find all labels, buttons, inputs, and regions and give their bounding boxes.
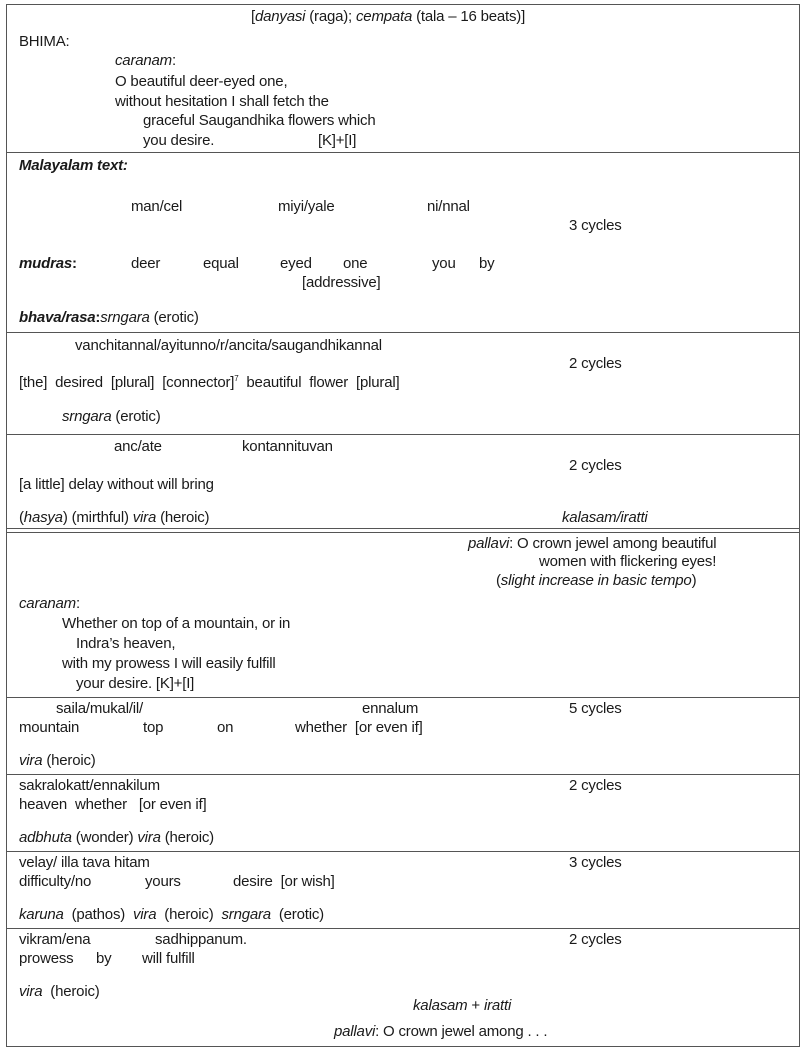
mudra-gloss: by	[479, 255, 495, 272]
cycles-count: 2 cycles	[569, 777, 622, 794]
colon: :	[75, 595, 80, 612]
mudras-word: mudras	[19, 255, 72, 272]
rasa-name: adbhuta	[19, 829, 72, 846]
verse-line: with my prowess I will easily fulfill	[62, 655, 276, 672]
mudra-gloss: equal	[203, 255, 239, 272]
tala-label: (tala – 16 beats)]	[412, 8, 526, 25]
verse-line: O beautiful deer-eyed one,	[115, 73, 288, 90]
pallavi-label: pallavi	[334, 1023, 376, 1040]
malayalam-word: kontannituvan	[242, 438, 333, 455]
mudras-label	[19, 255, 77, 273]
pallavi-label: pallavi	[468, 535, 510, 552]
verse-line: graceful Saugandhika flowers which	[143, 112, 376, 129]
plus-sign: +	[467, 997, 484, 1014]
verse-line: Indra’s heaven,	[76, 635, 176, 652]
rasa-gloss: (erotic)	[149, 309, 199, 326]
caranam-label	[115, 52, 176, 70]
verse-line: Whether on top of a mountain, or in	[62, 615, 291, 632]
tala-name: cempata	[356, 8, 413, 25]
gloss-word: difficulty/no	[19, 873, 92, 890]
gloss-word: on	[217, 719, 234, 736]
tempo-note	[496, 572, 696, 590]
pallavi-line	[468, 535, 716, 553]
rasa-name: srngara	[221, 906, 271, 923]
rasa-line	[19, 983, 100, 1001]
raga-tala-heading	[251, 8, 525, 26]
gloss-word: prowess	[19, 950, 74, 967]
row-divider	[6, 332, 800, 333]
cycles-count: 2 cycles	[569, 931, 622, 948]
bhava-rasa-line	[19, 309, 199, 327]
row-divider	[6, 697, 800, 698]
malayalam-word: miyi/yale	[278, 198, 335, 215]
gloss-text: [the] desired [plural] [connector]	[19, 374, 235, 391]
colon: :	[72, 255, 77, 272]
caranam-word: caranam	[115, 52, 172, 69]
gloss-word: desire [or wish]	[233, 873, 335, 890]
marker: [K]+[I]	[318, 132, 357, 149]
malayalam-word: saila/mukal/il/	[56, 700, 144, 717]
colon: :	[171, 52, 176, 69]
pallavi-line: women with flickering eyes!	[539, 553, 717, 570]
verse-line: without hesitation I shall fetch the	[115, 93, 329, 110]
rasa-gloss: (heroic)	[156, 906, 222, 923]
gloss-line: [a little] delay without will bring	[19, 476, 214, 493]
cycles-count: 2 cycles	[569, 355, 622, 372]
malayalam-word: man/cel	[131, 198, 183, 215]
paren: )	[691, 572, 697, 589]
mudra-gloss: one	[343, 255, 368, 272]
rasa-gloss: (wonder)	[71, 829, 138, 846]
mudra-gloss: eyed	[280, 255, 312, 272]
gloss-word: top	[143, 719, 164, 736]
cycles-count: 3 cycles	[569, 854, 622, 871]
iratti-word: iratti	[483, 997, 512, 1014]
addressive-note: [addressive]	[302, 274, 381, 291]
row-divider	[6, 928, 800, 929]
pallavi-text: : O crown jewel among . . .	[375, 1023, 548, 1040]
row-divider-double-top	[6, 528, 800, 529]
caranam-label	[19, 595, 80, 613]
kalasam-note	[413, 997, 511, 1015]
rasa-name: karuna	[19, 906, 64, 923]
malayalam-word: anc/ate	[114, 438, 162, 455]
malayalam-word: sadhippanum.	[155, 931, 247, 948]
verse-line: you desire.	[143, 132, 215, 149]
row-divider	[6, 152, 800, 153]
gloss-word: yours	[145, 873, 181, 890]
malayalam-heading: Malayalam text:	[19, 157, 128, 174]
gloss-word: mountain	[19, 719, 80, 736]
gloss-word: by	[96, 950, 112, 967]
cycles-count: 5 cycles	[569, 700, 622, 717]
row-divider	[6, 434, 800, 435]
malayalam-line: vanchitannal/ayitunno/r/ancita/saugandhikannal	[75, 337, 382, 354]
bracket: [	[251, 8, 255, 25]
raga-name: danyasi	[254, 8, 306, 25]
speaker-name: BHIMA:	[19, 33, 70, 50]
gloss-word: will fulfill	[142, 950, 195, 967]
rasa-gloss: (pathos)	[63, 906, 133, 923]
rasa-line	[62, 408, 161, 426]
rasa-line	[19, 752, 96, 770]
gloss-word: whether [or even if]	[295, 719, 423, 736]
rasa-name: hasya	[23, 509, 63, 526]
paren: (	[496, 572, 501, 589]
gloss-line: heaven whether [or even if]	[19, 796, 207, 813]
rasa-gloss: (heroic)	[42, 752, 96, 769]
rasa-name: srngara	[62, 408, 112, 425]
pallavi-line	[334, 1023, 547, 1041]
kalasam-note: kalasam/iratti	[562, 509, 648, 526]
raga-label: (raga);	[305, 8, 356, 25]
mudra-gloss: you	[432, 255, 456, 272]
row-divider	[6, 851, 800, 852]
pallavi-text: : O crown jewel among beautiful	[509, 535, 717, 552]
bhava-rasa-label: bhava/rasa	[19, 309, 96, 326]
rasa-name: srngara	[100, 309, 150, 326]
verse-line: your desire. [K]+[I]	[76, 675, 195, 692]
rasa-name: vira	[132, 509, 157, 526]
gloss-line	[19, 374, 399, 392]
rasa-gloss: (heroic)	[160, 829, 214, 846]
rasa-line	[19, 509, 209, 527]
rasa-line	[19, 829, 214, 847]
malayalam-line: velay/ illa tava hitam	[19, 854, 150, 871]
mudra-gloss: deer	[131, 255, 161, 272]
malayalam-word: ennalum	[362, 700, 419, 717]
rasa-name: vira	[19, 983, 43, 1000]
colon: :	[95, 309, 101, 326]
kalasam-word: kalasam	[413, 997, 468, 1014]
malayalam-word: vikram/ena	[19, 931, 91, 948]
footnote-marker[interactable]: 7	[234, 374, 239, 383]
rasa-name: vira	[19, 752, 43, 769]
rasa-gloss: (heroic)	[42, 983, 100, 1000]
cycles-count: 2 cycles	[569, 457, 622, 474]
caranam-word: caranam	[19, 595, 76, 612]
rasa-gloss: (erotic)	[111, 408, 161, 425]
paren: (	[19, 509, 24, 526]
row-divider	[6, 774, 800, 775]
rasa-gloss: (heroic)	[156, 509, 210, 526]
rasa-gloss: ) (mirthful)	[62, 509, 133, 526]
rasa-gloss: (erotic)	[270, 906, 324, 923]
rasa-name: vira	[137, 829, 161, 846]
rasa-name: vira	[132, 906, 157, 923]
gloss-text: beautiful flower [plural]	[238, 374, 400, 391]
malayalam-line: sakralokatt/ennakilum	[19, 777, 160, 794]
tempo-text: slight increase in basic tempo	[500, 572, 692, 589]
cycles-count: 3 cycles	[569, 217, 622, 234]
malayalam-word: ni/nnal	[427, 198, 470, 215]
row-divider-double-bottom	[6, 532, 800, 533]
rasa-line	[19, 906, 324, 924]
